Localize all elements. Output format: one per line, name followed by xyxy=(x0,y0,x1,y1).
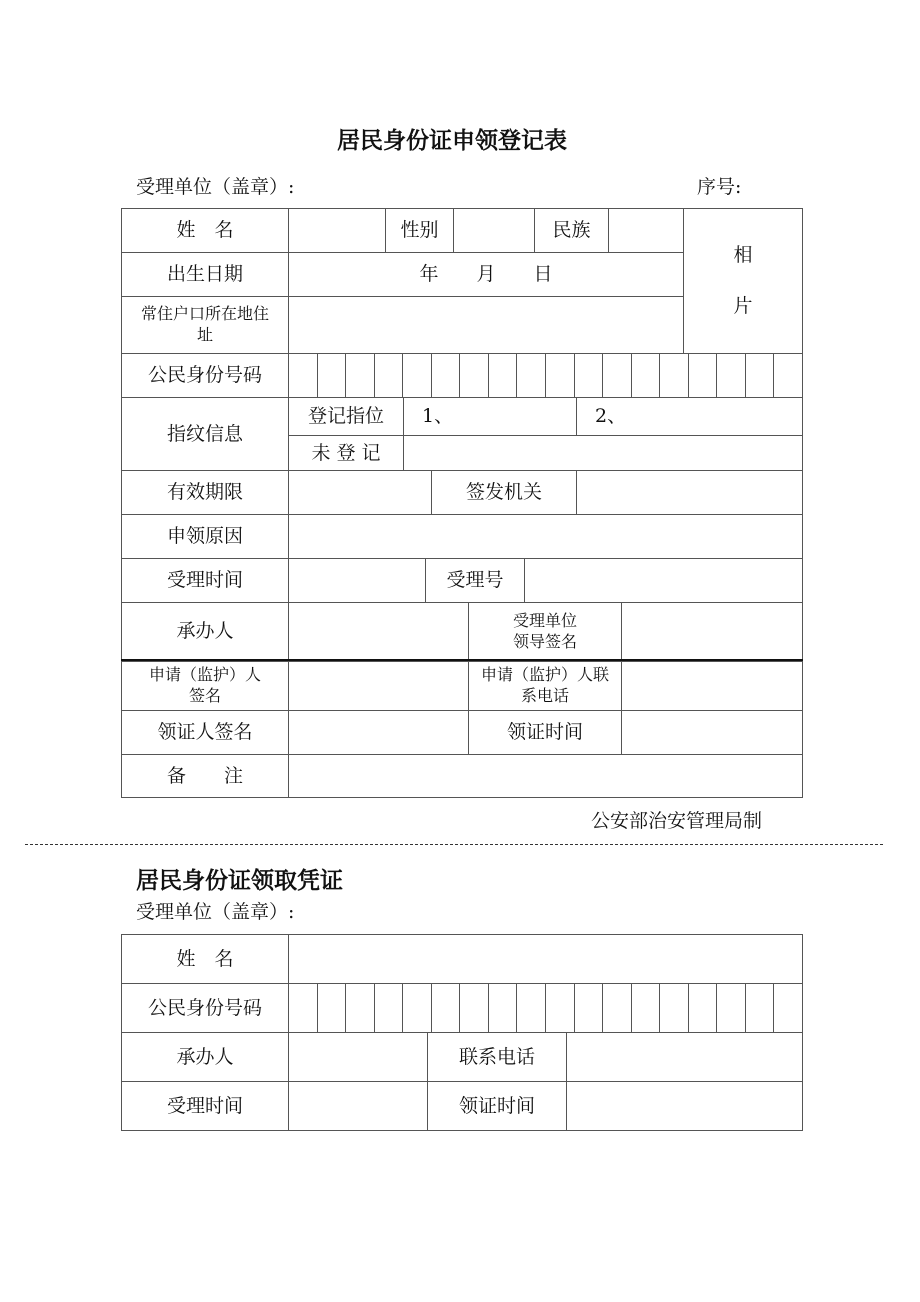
id-digit-box[interactable] xyxy=(545,353,575,398)
receipt-title: 居民身份证领取凭证 xyxy=(136,867,343,894)
reason-label: 申领原因 xyxy=(121,514,289,559)
id-digit-box[interactable] xyxy=(374,983,404,1033)
ethnicity-label: 民族 xyxy=(534,208,609,253)
form-title: 居民身份证申领登记表 xyxy=(337,127,567,154)
finger-registered-label: 登记指位 xyxy=(288,397,404,436)
id-digit-box[interactable] xyxy=(716,353,746,398)
address-field[interactable] xyxy=(288,296,684,354)
reason-field[interactable] xyxy=(288,514,803,559)
id-digit-box[interactable] xyxy=(516,353,546,398)
photo-box[interactable] xyxy=(683,208,803,354)
accept-no-label: 受理号 xyxy=(425,558,525,603)
id-digit-box[interactable] xyxy=(402,983,432,1033)
accept-no-field[interactable] xyxy=(524,558,803,603)
applicant-phone-field[interactable] xyxy=(621,661,803,711)
photo-label-1: 相 xyxy=(733,244,753,267)
id-digit-box[interactable] xyxy=(773,353,803,398)
address-label: 常住户口所在地住址 xyxy=(121,296,289,354)
remarks-field[interactable] xyxy=(288,754,803,798)
issuing-authority-label: 签发机关 xyxy=(431,470,577,515)
finger-1-field[interactable]: 1、 xyxy=(403,397,577,436)
receive-time-field[interactable] xyxy=(621,710,803,755)
label-text: 姓 名 xyxy=(176,219,234,242)
cut-line xyxy=(25,844,883,845)
accepting-unit-label: 受理单位（盖章）: xyxy=(136,176,295,198)
receipt-name-label: 姓 名 xyxy=(121,934,289,984)
serial-number-label: 序号: xyxy=(697,176,742,198)
id-digit-box[interactable] xyxy=(402,353,432,398)
handler-field[interactable] xyxy=(288,602,469,661)
finger-2-field[interactable]: 2、 xyxy=(576,397,803,436)
photo-label-2: 片 xyxy=(733,295,753,317)
id-digit-box[interactable] xyxy=(288,983,318,1033)
validity-label: 有效期限 xyxy=(121,470,289,515)
id-digit-box[interactable] xyxy=(659,353,689,398)
ethnicity-field[interactable] xyxy=(608,208,684,253)
receipt-handler-label: 承办人 xyxy=(121,1032,289,1082)
id-digit-box[interactable] xyxy=(716,983,746,1033)
receipt-handler-field[interactable] xyxy=(288,1032,428,1082)
remarks-label: 备 注 xyxy=(121,754,289,798)
issuing-authority-field[interactable] xyxy=(576,470,803,515)
receipt-phone-label: 联系电话 xyxy=(427,1032,567,1082)
id-digit-box[interactable] xyxy=(773,983,803,1033)
id-digit-box[interactable] xyxy=(659,983,689,1033)
applicant-sign-field[interactable] xyxy=(288,661,469,711)
id-number-label: 公民身份号码 xyxy=(121,353,289,398)
finger-unregistered-label: 未 登 记 xyxy=(288,435,404,471)
id-digit-box[interactable] xyxy=(574,353,604,398)
id-digit-box[interactable] xyxy=(488,353,518,398)
id-digit-box[interactable] xyxy=(688,983,718,1033)
receipt-accept-time-field[interactable] xyxy=(288,1081,428,1131)
id-digit-box[interactable] xyxy=(602,983,632,1033)
receiver-sign-label: 领证人签名 xyxy=(121,710,289,755)
id-digit-box[interactable] xyxy=(317,983,347,1033)
id-digit-box[interactable] xyxy=(745,983,775,1033)
id-digit-box[interactable] xyxy=(516,983,546,1033)
birth-date-field[interactable]: 年 月 日 xyxy=(288,252,684,297)
handler-label: 承办人 xyxy=(121,602,289,661)
id-digit-box[interactable] xyxy=(745,353,775,398)
birth-date-label: 出生日期 xyxy=(121,252,289,297)
validity-field[interactable] xyxy=(288,470,432,515)
id-digit-box[interactable] xyxy=(431,983,461,1033)
fingerprint-label: 指纹信息 xyxy=(121,397,289,471)
id-digit-box[interactable] xyxy=(345,983,375,1033)
receipt-receive-time-label: 领证时间 xyxy=(427,1081,567,1131)
receipt-id-label: 公民身份号码 xyxy=(121,983,289,1033)
id-digit-box[interactable] xyxy=(488,983,518,1033)
id-digit-box[interactable] xyxy=(345,353,375,398)
applicant-phone-label: 申请（监护）人联系电话 xyxy=(468,661,622,711)
receiver-sign-field[interactable] xyxy=(288,710,469,755)
gender-label: 性别 xyxy=(385,208,454,253)
leader-sign-label: 受理单位领导签名 xyxy=(468,602,622,661)
receipt-receive-time-field[interactable] xyxy=(566,1081,803,1131)
id-digit-box[interactable] xyxy=(431,353,461,398)
receipt-accept-time-label: 受理时间 xyxy=(121,1081,289,1131)
receipt-name-field[interactable] xyxy=(288,934,803,984)
name-field[interactable] xyxy=(288,208,386,253)
id-digit-box[interactable] xyxy=(688,353,718,398)
receive-time-label: 领证时间 xyxy=(468,710,622,755)
issuer-footer: 公安部治安管理局制 xyxy=(591,810,763,832)
accept-time-label: 受理时间 xyxy=(121,558,289,603)
accept-time-field[interactable] xyxy=(288,558,426,603)
id-digit-box[interactable] xyxy=(602,353,632,398)
gender-field[interactable] xyxy=(453,208,535,253)
id-digit-box[interactable] xyxy=(317,353,347,398)
id-digit-box[interactable] xyxy=(459,983,489,1033)
id-digit-box[interactable] xyxy=(574,983,604,1033)
id-digit-box[interactable] xyxy=(288,353,318,398)
id-digit-box[interactable] xyxy=(545,983,575,1033)
id-digit-box[interactable] xyxy=(631,983,661,1033)
name-label xyxy=(121,208,289,253)
id-digit-box[interactable] xyxy=(374,353,404,398)
id-digit-box[interactable] xyxy=(459,353,489,398)
receipt-unit-label: 受理单位（盖章）: xyxy=(136,901,295,923)
applicant-sign-label: 申请（监护）人签名 xyxy=(121,661,289,711)
leader-sign-field[interactable] xyxy=(621,602,803,661)
finger-unregistered-field[interactable] xyxy=(403,435,803,471)
id-digit-box[interactable] xyxy=(631,353,661,398)
receipt-phone-field[interactable] xyxy=(566,1032,803,1082)
